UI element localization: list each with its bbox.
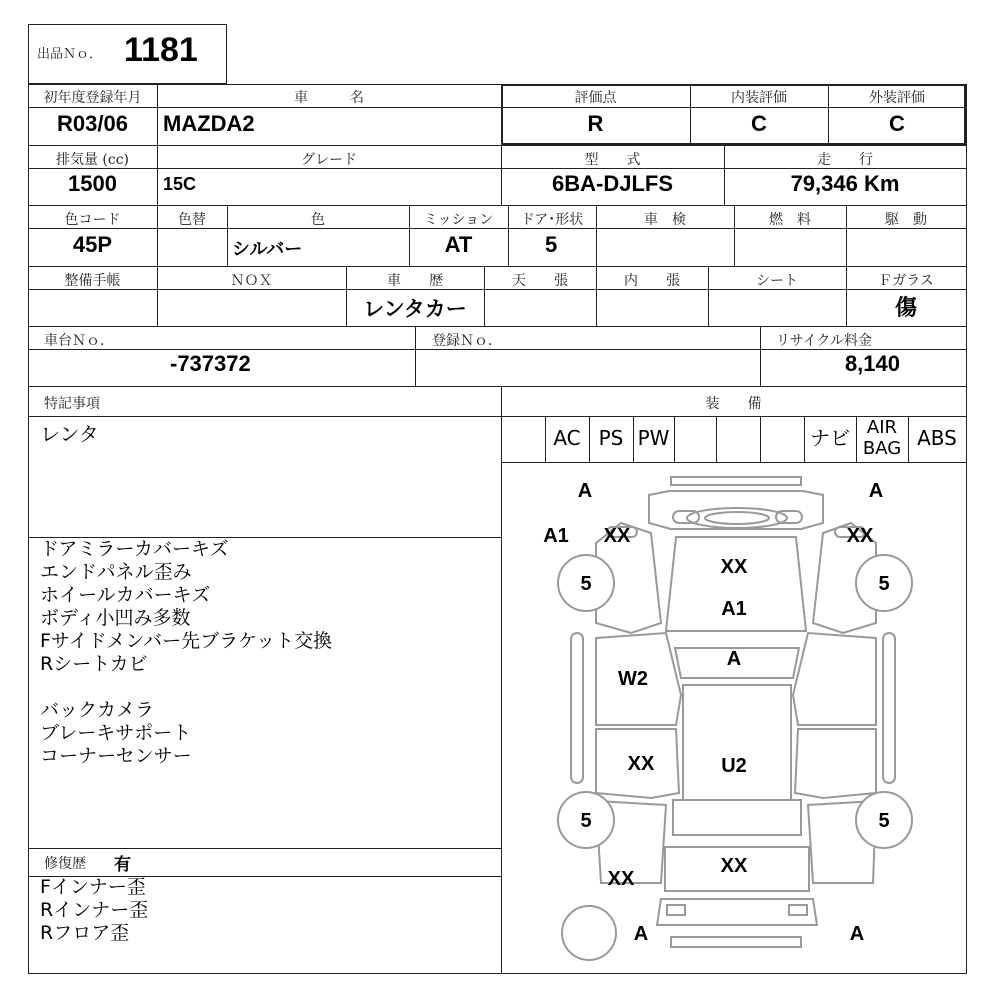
interior-grade-value: C bbox=[751, 111, 767, 136]
color-label: 色 bbox=[311, 212, 325, 228]
lot-label: 出品Ｎｏ． bbox=[37, 47, 103, 62]
front-glass-value: 傷 bbox=[894, 295, 917, 321]
note-line: ブレーキサポート bbox=[40, 722, 192, 744]
mark-right-fender-top: XX bbox=[846, 525, 874, 547]
grade-value: 15C bbox=[163, 174, 197, 194]
recycle-fee-label: リサイクル料金 bbox=[776, 333, 873, 349]
equipment-label: 装 備 bbox=[705, 396, 762, 412]
color-code-value: 45P bbox=[72, 232, 113, 257]
mark-front-right-corner: A bbox=[868, 480, 884, 502]
displacement-value: 1500 bbox=[68, 171, 117, 196]
repair-line: Rフロア歪 bbox=[40, 922, 130, 944]
notes-list bbox=[40, 538, 495, 768]
mark-tailgate: XX bbox=[720, 855, 748, 877]
repair-list bbox=[40, 876, 495, 945]
note-line: コーナーセンサー bbox=[40, 745, 192, 767]
mark-wheel-front-right: 5 bbox=[878, 573, 890, 595]
mark-wheel-front-left: 5 bbox=[580, 573, 592, 595]
note-line: Rシートカビ bbox=[40, 653, 148, 675]
score-label: 評価点 bbox=[574, 90, 617, 106]
mark-rear-right-corner: A bbox=[849, 923, 865, 945]
repaint-label: 色替 bbox=[178, 212, 206, 228]
mark-left-rear-door: XX bbox=[627, 753, 655, 775]
equipment-item: PW bbox=[637, 426, 670, 450]
rear-bumper bbox=[657, 899, 817, 925]
spare-tire bbox=[562, 906, 616, 960]
mileage-label: 走 行 bbox=[817, 152, 873, 168]
mark-left-fender-upper: A1 bbox=[543, 525, 569, 547]
mark-left-rear-quarter: XX bbox=[607, 868, 635, 890]
repair-line: Rインナー歪 bbox=[40, 899, 149, 921]
mark-front-left-corner: A bbox=[577, 480, 593, 502]
model-code-label: 型 式 bbox=[584, 152, 641, 168]
grade-label: グレード bbox=[301, 152, 357, 168]
nox-label: ＮＯＸ bbox=[230, 273, 273, 289]
chassis-no-value: -737372 bbox=[170, 351, 251, 376]
lot-box bbox=[28, 24, 227, 84]
rear-glass bbox=[673, 800, 801, 835]
interior-grade-label: 内装評価 bbox=[731, 90, 787, 106]
mark-left-front-door: W2 bbox=[618, 668, 648, 690]
equipment-item: PS bbox=[598, 426, 624, 450]
reg-date-label: 初年度登録年月 bbox=[43, 90, 142, 106]
interior-trim-label: 内 張 bbox=[624, 273, 680, 289]
note-line: ホイールカバーキズ bbox=[40, 584, 211, 606]
note-line: バックカメラ bbox=[40, 699, 155, 721]
notes-label: 特記事項 bbox=[44, 396, 100, 412]
mark-hood-lower: A1 bbox=[721, 598, 747, 620]
front-glass-label: Ｆガラス bbox=[878, 273, 934, 289]
roof bbox=[683, 685, 791, 800]
repair-history-value: 有 bbox=[114, 855, 131, 875]
drive-label: 駆 動 bbox=[885, 212, 927, 228]
roof-lining-label: 天 張 bbox=[512, 273, 568, 289]
color-code-label: 色コード bbox=[64, 212, 121, 228]
exterior-grade-value: C bbox=[889, 111, 905, 136]
registration-no-label: 登録Ｎｏ． bbox=[432, 333, 502, 349]
right-front-door bbox=[793, 633, 876, 725]
color-value: シルバー bbox=[232, 239, 303, 259]
mark-rear-left-corner: A bbox=[633, 923, 649, 945]
mission-label: ミッション bbox=[423, 212, 494, 228]
exterior-grade-label: 外装評価 bbox=[869, 90, 925, 106]
service-book-label: 整備手帳 bbox=[64, 273, 121, 289]
mark-roof: U2 bbox=[721, 755, 747, 777]
model-code-value: 6BA-DJLFS bbox=[551, 171, 673, 196]
note-line bbox=[40, 676, 495, 699]
repair-history-label: 修復歴 bbox=[44, 856, 86, 872]
score-value: R bbox=[587, 111, 604, 136]
car-name-value: MAZDA2 bbox=[163, 111, 255, 136]
mission-value: AT bbox=[444, 232, 473, 257]
note-line: Fサイドメンバー先ブラケット交換 bbox=[40, 630, 333, 652]
reg-date-value: R03/06 bbox=[57, 111, 128, 136]
mark-left-fender-top: XX bbox=[603, 525, 631, 547]
mark-hood-upper: XX bbox=[720, 556, 748, 578]
front-bumper bbox=[671, 477, 801, 485]
equipment-item: ABS bbox=[917, 426, 957, 450]
mark-wheel-rear-right: 5 bbox=[878, 810, 890, 832]
recycle-fee-value: 8,140 bbox=[844, 351, 900, 376]
lot-number: 1181 bbox=[124, 31, 198, 69]
history-value: レンタカー bbox=[363, 297, 467, 321]
right-rear-door bbox=[795, 729, 876, 798]
doors-label: ドア･形状 bbox=[520, 212, 584, 228]
mileage-value: 79,346 Km bbox=[790, 171, 900, 196]
mark-wheel-rear-left: 5 bbox=[580, 810, 592, 832]
mark-windshield: A bbox=[726, 648, 742, 670]
notes-top-text: レンタ bbox=[40, 423, 99, 446]
car-name-label: 車 名 bbox=[294, 90, 364, 106]
chassis-no-label: 車台Ｎｏ． bbox=[44, 333, 114, 349]
equipment-item: AIR BAG bbox=[862, 417, 902, 459]
inspection-label: 車 検 bbox=[644, 212, 686, 228]
history-label: 車 歴 bbox=[387, 273, 443, 289]
doors-value: 5 bbox=[545, 232, 558, 257]
note-line: エンドパネル歪み bbox=[40, 561, 192, 583]
displacement-label: 排気量 (cc) bbox=[55, 152, 130, 168]
note-line: ドアミラーカバーキズ bbox=[40, 538, 229, 560]
repair-line: Fインナー歪 bbox=[40, 876, 146, 898]
equipment-item: ナビ bbox=[810, 426, 850, 450]
fuel-label: 燃 料 bbox=[769, 212, 811, 228]
note-line: ボディ小凹み多数 bbox=[40, 607, 191, 629]
seat-label: シート bbox=[756, 273, 798, 289]
equipment-item: AC bbox=[553, 426, 581, 450]
